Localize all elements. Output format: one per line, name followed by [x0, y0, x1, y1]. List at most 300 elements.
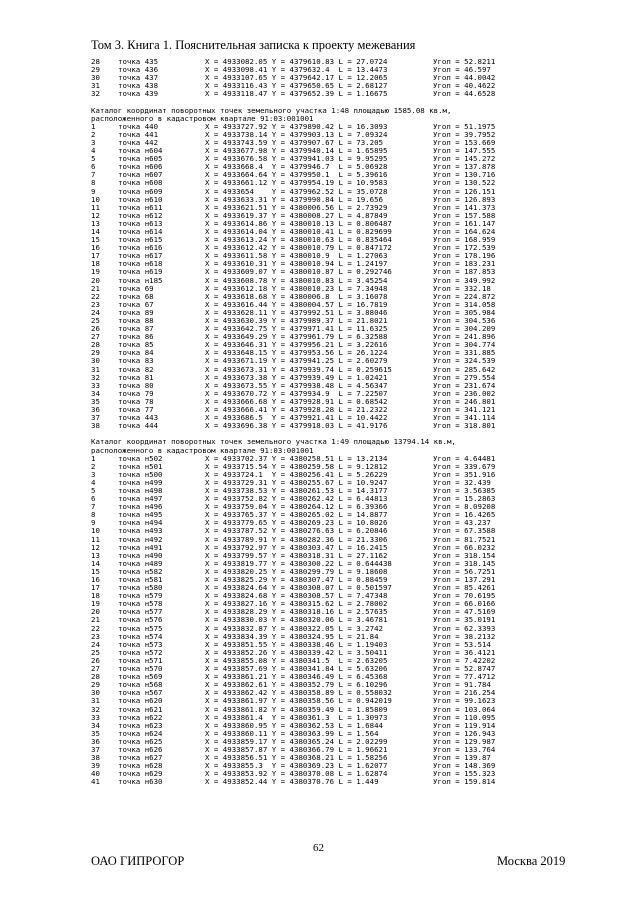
point-angle: Угол = 231.674: [433, 380, 496, 390]
point-name: точка н624: [118, 728, 163, 738]
row-number: 24: [91, 639, 100, 649]
row-number: 1: [91, 121, 96, 131]
row-number: 33: [91, 712, 100, 722]
point-name: точка н490: [118, 550, 163, 560]
point-coordinates: X = 4933856.51 Y = 4380368.21 L = 1.58256: [205, 753, 388, 763]
point-name: точка н575: [118, 623, 163, 633]
point-name: точка 436: [118, 65, 159, 75]
point-coordinates: X = 4933610.31 Y = 4380010.94 L = 1.24197: [205, 259, 388, 269]
row-number: 35: [91, 728, 100, 738]
point-coordinates: X = 4933724.1 Y = 4380256.41 L = 5.26229: [205, 469, 388, 479]
point-name: точка н622: [118, 712, 163, 722]
point-name: точка 82: [118, 364, 154, 374]
point-name: точка н571: [118, 655, 163, 665]
point-angle: Угол = 16.4265: [433, 510, 496, 520]
row-number: 32: [91, 704, 100, 714]
point-angle: Угол = 51.1975: [433, 121, 496, 131]
point-name: точка н581: [118, 575, 163, 584]
point-angle: Угол = 44.0042: [433, 73, 496, 83]
point-angle: Угол = 15.2863: [433, 494, 496, 504]
coordinate-catalog: [91, 57, 496, 787]
row-number: 7: [91, 170, 96, 180]
point-angle: Угол = 148.369: [433, 761, 496, 771]
point-angle: Угол = 130.716: [433, 170, 496, 180]
point-coordinates: X = 4933671.19 Y = 4379941.25 L = 2.60279: [205, 356, 388, 366]
point-angle: Угол = 147.555: [433, 146, 496, 156]
point-angle: Угол = 332.18: [433, 283, 491, 293]
point-name: точка н495: [118, 510, 163, 520]
point-coordinates: X = 4933613.24 Y = 4380010.63 L = 0.835464: [205, 235, 392, 245]
row-number: 9: [91, 518, 96, 528]
point-name: точка н617: [118, 251, 163, 261]
point-coordinates: X = 4933825.29 Y = 4380307.47 L = 0.88459: [205, 575, 388, 584]
row-number: 3: [91, 137, 96, 147]
row-number: 31: [91, 696, 100, 706]
row-number: 37: [91, 413, 100, 423]
point-name: точка н494: [118, 518, 163, 528]
point-coordinates: X = 4933673.38 Y = 4379939.49 L = 1.02421: [205, 372, 388, 382]
point-angle: Угол = 246.801: [433, 396, 496, 406]
row-number: 29: [91, 65, 100, 75]
row-number: 21: [91, 283, 100, 293]
point-coordinates: X = 4933612.18 Y = 4380010.23 L = 7.34948: [205, 283, 388, 293]
point-name: точка н623: [118, 720, 163, 730]
point-coordinates: X = 4933098.41 Y = 4379632.4 L = 13.4473: [205, 65, 388, 75]
point-name: точка н567: [118, 688, 163, 698]
point-coordinates: X = 4933820.25 Y = 4380299.79 L = 9.18608: [205, 566, 388, 576]
point-coordinates: X = 4933702.37 Y = 4380258.51 L = 13.2134: [205, 453, 388, 463]
point-angle: Угол = 7.42202: [433, 655, 496, 665]
row-number: 36: [91, 405, 100, 415]
point-coordinates: X = 4933633.31 Y = 4379990.84 L = 19.656: [205, 194, 383, 204]
row-number: 32: [91, 89, 100, 99]
point-name: точка 83: [118, 356, 154, 366]
point-angle: Угол = 216.254: [433, 688, 496, 698]
point-angle: Угол = 351.916: [433, 469, 496, 479]
point-angle: Угол = 324.539: [433, 356, 496, 366]
point-angle: Угол = 314.058: [433, 299, 496, 309]
point-name: точка н574: [118, 631, 163, 641]
row-number: 15: [91, 566, 100, 576]
row-number: 5: [91, 154, 96, 164]
point-name: точка 439: [118, 89, 159, 99]
point-name: точка н185: [118, 275, 163, 285]
point-angle: Угол = 153.669: [433, 137, 496, 147]
point-name: точка 79: [118, 388, 154, 398]
point-angle: Угол = 8.09208: [433, 502, 496, 512]
row-number: 17: [91, 583, 100, 593]
row-number: 30: [91, 688, 100, 698]
point-name: точка н607: [118, 170, 163, 180]
point-coordinates: X = 4933787.52 Y = 4380276.63 L = 6.20846: [205, 526, 388, 536]
point-angle: Угол = 318.145: [433, 558, 496, 568]
point-angle: Угол = 159.814: [433, 777, 496, 787]
table-row: [91, 421, 496, 431]
point-coordinates: X = 4933779.65 Y = 4380269.23 L = 10.8026: [205, 518, 388, 528]
point-name: точка н580: [118, 583, 163, 593]
point-angle: Угол = 318.801: [433, 421, 496, 431]
point-coordinates: X = 4933715.54 Y = 4380259.58 L = 9.12812: [205, 461, 388, 471]
row-number: 40: [91, 769, 100, 779]
point-coordinates: X = 4933819.77 Y = 4380300.22 L = 0.644438: [205, 558, 392, 568]
point-angle: Угол = 133.764: [433, 744, 496, 754]
point-coordinates: X = 4933857.69 Y = 4380341.84 L = 5.63206: [205, 664, 388, 674]
point-name: точка н619: [118, 267, 163, 277]
row-number: 6: [91, 494, 96, 504]
row-number: 16: [91, 243, 100, 253]
row-number: 13: [91, 218, 100, 228]
point-angle: Угол = 279.554: [433, 372, 496, 382]
point-angle: Угол = 183.231: [433, 259, 496, 269]
point-name: точка н630: [118, 777, 163, 787]
point-angle: Угол = 43.237: [433, 518, 491, 528]
point-name: точка н616: [118, 243, 163, 253]
row-number: 14: [91, 558, 100, 568]
point-coordinates: X = 4933860.95 Y = 4380362.53 L = 1.6844: [205, 720, 383, 730]
point-coordinates: X = 4933628.11 Y = 4379992.51 L = 3.88046: [205, 307, 388, 317]
point-angle: Угол = 126.893: [433, 194, 496, 204]
row-number: 8: [91, 178, 96, 188]
row-number: 28: [91, 340, 100, 350]
point-name: точка 444: [118, 421, 159, 431]
point-name: точка н498: [118, 485, 163, 495]
point-angle: Угол = 110.095: [433, 712, 496, 722]
point-angle: Угол = 126.151: [433, 186, 496, 196]
point-name: точка 85: [118, 340, 154, 350]
point-name: точка 438: [118, 81, 159, 91]
point-coordinates: X = 4933857.87 Y = 4380366.79 L = 1.96621: [205, 744, 388, 754]
point-name: точка н625: [118, 736, 163, 746]
point-angle: Угол = 349.992: [433, 275, 496, 285]
point-angle: Угол = 44.6528: [433, 89, 496, 99]
row-number: 26: [91, 655, 100, 665]
row-number: 35: [91, 396, 100, 406]
row-number: 20: [91, 275, 100, 285]
row-number: 19: [91, 267, 100, 277]
point-name: точка н501: [118, 461, 163, 471]
row-number: 34: [91, 388, 100, 398]
point-angle: Угол = 161.147: [433, 218, 496, 228]
row-number: 5: [91, 485, 96, 495]
point-angle: Угол = 99.1623: [433, 696, 496, 706]
point-angle: Угол = 91.784: [433, 680, 491, 690]
point-coordinates: X = 4933861.97 Y = 4380358.56 L = 0.942019: [205, 696, 392, 706]
point-coordinates: X = 4933799.57 Y = 4380318.31 L = 27.1162: [205, 550, 388, 560]
point-coordinates: X = 4933853.92 Y = 4380370.08 L = 1.62874: [205, 769, 388, 779]
point-name: точка н626: [118, 744, 163, 754]
point-coordinates: X = 4933608.78 Y = 4380010.83 L = 3.45254: [205, 275, 388, 285]
row-number: 33: [91, 380, 100, 390]
point-name: точка н627: [118, 753, 163, 763]
point-angle: Угол = 52.8747: [433, 664, 496, 674]
point-angle: Угол = 103.064: [433, 704, 496, 714]
point-name: точка н576: [118, 615, 163, 625]
footer-city-year: Москва 2019: [497, 854, 566, 868]
point-coordinates: X = 4933832.87 Y = 4380322.05 L = 3.2742: [205, 623, 383, 633]
point-angle: Угол = 341.121: [433, 405, 496, 415]
row-number: 4: [91, 146, 96, 156]
catalog-title-line: расположенного в кадастровом квартале 91:03:001001: [91, 445, 314, 455]
point-coordinates: X = 4933612.42 Y = 4380010.79 L = 0.847172: [205, 243, 392, 253]
catalog-title-line: Каталог координат поворотных точек земельного участка 1:48 площадью 1585.08 кв.м,: [91, 105, 452, 115]
table-row: [91, 777, 496, 787]
row-number: 20: [91, 607, 100, 617]
row-number: 13: [91, 550, 100, 560]
point-name: точка н500: [118, 469, 163, 479]
row-number: 30: [91, 356, 100, 366]
point-name: точка н620: [118, 696, 163, 706]
point-name: точка н493: [118, 526, 163, 536]
point-coordinates: X = 4933765.37 Y = 4380265.02 L = 14.8877: [205, 510, 388, 520]
point-name: точка 437: [118, 73, 159, 83]
row-number: 28: [91, 672, 100, 682]
row-number: 27: [91, 332, 100, 342]
point-coordinates: X = 4933828.29 Y = 4380318.16 L = 2.57635: [205, 607, 388, 617]
row-number: 4: [91, 477, 96, 487]
point-name: точка н605: [118, 154, 163, 164]
point-coordinates: X = 4933614.04 Y = 4380010.41 L = 0.829699: [205, 226, 392, 236]
row-number: 9: [91, 186, 96, 196]
point-coordinates: X = 4933862.61 Y = 4380352.79 L = 6.10296: [205, 680, 388, 690]
row-number: 11: [91, 534, 100, 544]
point-name: точка 80: [118, 380, 154, 390]
point-name: точка 86: [118, 332, 154, 342]
row-number: 37: [91, 744, 100, 754]
point-coordinates: X = 4933642.75 Y = 4379971.41 L = 11.6325: [205, 324, 388, 334]
point-angle: Угол = 157.588: [433, 210, 496, 220]
point-name: точка 84: [118, 348, 154, 358]
point-name: точка 77: [118, 405, 154, 415]
point-name: точка н613: [118, 218, 163, 228]
point-angle: Угол = 178.196: [433, 251, 496, 261]
point-coordinates: X = 4933830.03 Y = 4380320.06 L = 3.46781: [205, 615, 388, 625]
point-name: точка н572: [118, 647, 163, 657]
row-number: 31: [91, 364, 100, 374]
point-name: точка н570: [118, 664, 163, 674]
row-number: 29: [91, 680, 100, 690]
point-angle: Угол = 47.5169: [433, 607, 496, 617]
point-angle: Угол = 137.291: [433, 575, 496, 584]
point-name: точка н499: [118, 477, 163, 487]
point-coordinates: X = 4933646.31 Y = 4379956.21 L = 3.22616: [205, 340, 388, 350]
point-coordinates: X = 4933614.86 Y = 4380010.13 L = 0.806487: [205, 218, 392, 228]
point-angle: Угол = 305.984: [433, 307, 496, 317]
row-number: 17: [91, 251, 100, 261]
point-coordinates: X = 4933668.4 Y = 4379946.7 L = 5.06928: [205, 162, 388, 172]
point-angle: Угол = 168.959: [433, 235, 496, 245]
point-angle: Угол = 236.002: [433, 388, 496, 398]
point-name: точка н610: [118, 194, 163, 204]
page-number: 62: [313, 842, 324, 854]
point-coordinates: X = 4933107.65 Y = 4379642.17 L = 12.2065: [205, 73, 388, 83]
point-name: точка н492: [118, 534, 163, 544]
point-name: точка 89: [118, 307, 154, 317]
row-number: 25: [91, 316, 100, 325]
row-number: 36: [91, 736, 100, 746]
point-angle: Угол = 77.4712: [433, 672, 496, 682]
point-angle: Угол = 40.4622: [433, 81, 496, 91]
row-number: 18: [91, 259, 100, 269]
point-name: точка н604: [118, 146, 163, 156]
row-number: 16: [91, 575, 100, 584]
row-number: 25: [91, 647, 100, 657]
point-coordinates: X = 4933727.92 Y = 4379890.42 L = 16.3093: [205, 121, 388, 131]
point-name: точка н497: [118, 494, 163, 504]
row-number: 7: [91, 502, 96, 512]
point-name: точка н496: [118, 502, 163, 512]
row-number: 12: [91, 210, 100, 220]
catalog-title-line: Каталог координат поворотных точек земельного участка 1:49 площадью 13794.14 кв.м,: [91, 437, 456, 447]
point-coordinates: X = 4933116.43 Y = 4379650.65 L = 2.68127: [205, 81, 388, 91]
point-name: точка н502: [118, 453, 163, 463]
point-coordinates: X = 4933661.12 Y = 4379954.19 L = 10.9583: [205, 178, 388, 188]
row-number: 26: [91, 324, 100, 334]
point-coordinates: X = 4933752.82 Y = 4380262.42 L = 6.44813: [205, 494, 388, 504]
point-coordinates: X = 4933852.26 Y = 4380339.42 L = 3.50411: [205, 647, 388, 657]
row-number: 34: [91, 720, 100, 730]
row-number: 28: [91, 57, 100, 66]
point-name: точка н621: [118, 704, 163, 714]
point-coordinates: X = 4933851.55 Y = 4380338.46 L = 1.19403: [205, 639, 388, 649]
point-coordinates: X = 4933630.39 Y = 4379989.37 L = 21.8021: [205, 316, 388, 325]
point-angle: Угол = 139.87: [433, 753, 491, 763]
row-number: 1: [91, 453, 96, 463]
point-angle: Угол = 52.8211: [433, 57, 496, 66]
point-angle: Угол = 56.7251: [433, 566, 496, 576]
row-number: 3: [91, 469, 96, 479]
point-name: точка 78: [118, 396, 154, 406]
point-name: точка н578: [118, 599, 163, 609]
point-coordinates: X = 4933792.97 Y = 4380303.47 L = 16.2415: [205, 542, 388, 552]
row-number: 31: [91, 81, 100, 91]
point-coordinates: X = 4933670.72 Y = 4379934.9 L = 7.22507: [205, 388, 388, 398]
point-angle: Угол = 67.3588: [433, 526, 496, 536]
row-number: 23: [91, 631, 100, 641]
point-coordinates: X = 4933676.58 Y = 4379941.03 L = 9.95295: [205, 154, 388, 164]
point-coordinates: X = 4933861.4 Y = 4380361.3 L = 1.30973: [205, 712, 388, 722]
catalog-title-line: расположенного в кадастровом квартале 91:03:001001: [91, 113, 314, 123]
point-angle: Угол = 164.624: [433, 226, 496, 236]
point-angle: Угол = 35.0191: [433, 615, 496, 625]
row-number: 24: [91, 307, 100, 317]
point-angle: Угол = 81.7521: [433, 534, 496, 544]
point-coordinates: X = 4933696.38 Y = 4379918.03 L = 41.9176: [205, 421, 388, 431]
point-angle: Угол = 32.439: [433, 477, 491, 487]
point-angle: Угол = 46.597: [433, 65, 491, 75]
point-angle: Угол = 339.679: [433, 461, 496, 471]
point-coordinates: X = 4933686.5 Y = 4379921.41 L = 10.4422: [205, 413, 388, 423]
row-number: 32: [91, 372, 100, 382]
point-angle: Угол = 66.0166: [433, 599, 496, 609]
document-header: Том 3. Книга 1. Пояснительная записка к проекту межевания: [91, 38, 416, 52]
point-name: точка 68: [118, 291, 154, 301]
point-name: точка 440: [118, 121, 159, 131]
row-number: 12: [91, 542, 100, 552]
point-name: точка н614: [118, 226, 163, 236]
point-angle: Угол = 4.64481: [433, 453, 496, 463]
point-angle: Угол = 38.2132: [433, 631, 496, 641]
point-angle: Угол = 304.536: [433, 316, 496, 325]
point-coordinates: X = 4933855.08 Y = 4380341.5 L = 2.63205: [205, 655, 388, 665]
row-number: 2: [91, 129, 96, 139]
point-name: точка н618: [118, 259, 163, 269]
point-name: точка н608: [118, 178, 163, 188]
point-angle: Угол = 141.373: [433, 202, 496, 212]
point-name: точка 81: [118, 372, 154, 382]
point-name: точка н491: [118, 542, 163, 552]
point-angle: Угол = 3.56385: [433, 485, 496, 495]
point-coordinates: X = 4933738.53 Y = 4380261.53 L = 14.3177: [205, 485, 388, 495]
point-angle: Угол = 318.154: [433, 550, 496, 560]
point-coordinates: X = 4933666.41 Y = 4379928.28 L = 21.2322: [205, 405, 388, 415]
point-coordinates: X = 4933860.11 Y = 4380363.99 L = 1.564: [205, 728, 379, 738]
point-angle: Угол = 119.914: [433, 720, 496, 730]
point-coordinates: X = 4933611.58 Y = 4380010.9 L = 1.27063: [205, 251, 388, 261]
point-name: точка 441: [118, 129, 159, 139]
row-number: 10: [91, 526, 100, 536]
point-coordinates: X = 4933648.15 Y = 4379953.56 L = 26.1224: [205, 348, 388, 358]
point-name: точка н489: [118, 558, 163, 568]
point-angle: Угол = 129.987: [433, 736, 496, 746]
point-angle: Угол = 53.514: [433, 639, 491, 649]
point-coordinates: X = 4933677.98 Y = 4379940.14 L = 1.65895: [205, 146, 388, 156]
row-number: 29: [91, 348, 100, 358]
point-coordinates: X = 4933616.44 Y = 4380004.57 L = 16.7819: [205, 299, 388, 309]
table-row: [91, 89, 496, 99]
row-number: 11: [91, 202, 100, 212]
point-coordinates: X = 4933852.44 Y = 4380370.76 L = 1.449: [205, 777, 379, 787]
point-angle: Угол = 39.7952: [433, 129, 496, 139]
point-angle: Угол = 241.896: [433, 332, 496, 342]
point-coordinates: X = 4933654 Y = 4379962.52 L = 35.0728: [205, 186, 388, 196]
row-number: 6: [91, 162, 96, 172]
row-number: 41: [91, 777, 100, 787]
row-number: 8: [91, 510, 96, 520]
point-angle: Угол = 187.853: [433, 267, 496, 277]
point-name: точка 88: [118, 316, 154, 325]
point-name: точка н569: [118, 672, 163, 682]
point-angle: Угол = 66.0232: [433, 542, 496, 552]
point-name: точка н568: [118, 680, 163, 690]
footer-organization: ОАО ГИПРОГОР: [91, 854, 185, 868]
point-coordinates: X = 4933729.31 Y = 4380255.67 L = 10.9247: [205, 477, 388, 487]
point-coordinates: X = 4933673.31 Y = 4379939.74 L = 0.259615: [205, 364, 392, 374]
point-angle: Угол = 85.4261: [433, 583, 496, 593]
point-angle: Угол = 70.6195: [433, 591, 496, 601]
point-coordinates: X = 4933118.47 Y = 4379652.39 L = 1.16675: [205, 89, 388, 99]
point-angle: Угол = 304.774: [433, 340, 496, 350]
point-coordinates: X = 4933619.37 Y = 4380008.27 L = 4.87849: [205, 210, 388, 220]
point-name: точка 69: [118, 283, 154, 293]
point-name: точка н628: [118, 761, 163, 771]
point-coordinates: X = 4933859.17 Y = 4380365.24 L = 2.02299: [205, 736, 388, 746]
point-name: точка н611: [118, 202, 163, 212]
point-angle: Угол = 331.885: [433, 348, 496, 358]
row-number: 2: [91, 461, 96, 471]
point-angle: Угол = 126.943: [433, 728, 496, 738]
point-angle: Угол = 155.323: [433, 769, 496, 779]
point-name: точка 87: [118, 324, 154, 334]
point-coordinates: X = 4933082.05 Y = 4379610.83 L = 27.0724: [205, 57, 388, 66]
point-angle: Угол = 304.209: [433, 324, 496, 334]
point-name: точка н609: [118, 186, 163, 196]
point-name: точка н606: [118, 162, 163, 172]
point-coordinates: X = 4933618.68 Y = 4380006.8 L = 3.16078: [205, 291, 388, 301]
row-number: 30: [91, 73, 100, 83]
row-number: 19: [91, 599, 100, 609]
point-name: точка н573: [118, 639, 163, 649]
point-coordinates: X = 4933861.82 Y = 4380359.49 L = 1.85809: [205, 704, 388, 714]
